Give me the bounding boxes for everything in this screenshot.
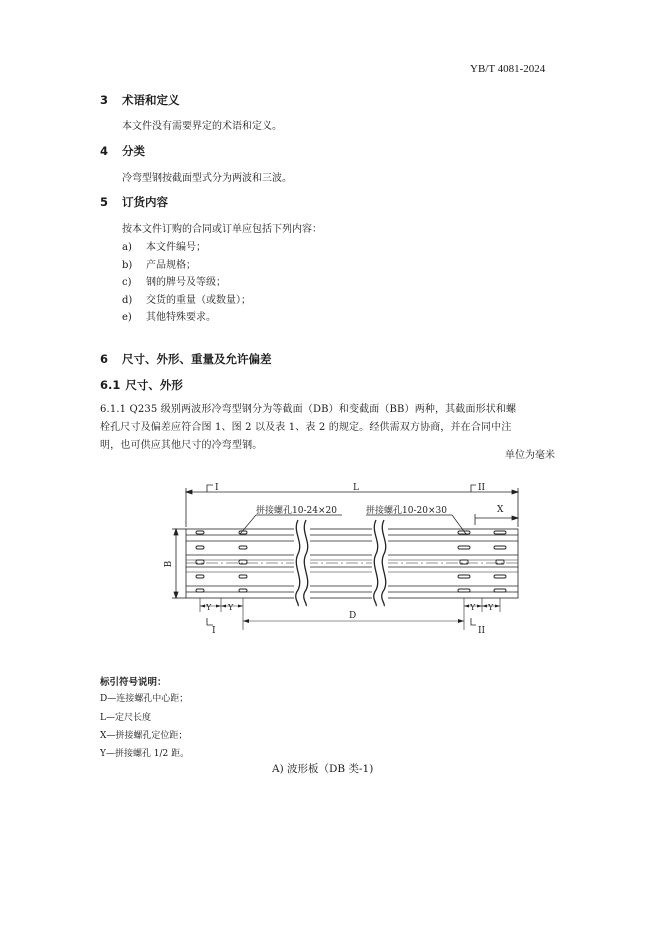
bolt-hole (458, 575, 470, 578)
bolt-hole (239, 560, 247, 564)
bolt-hole (460, 560, 468, 564)
legend-title: 标引符号说明： (100, 677, 167, 688)
section-6-number: 6 (100, 352, 109, 366)
list-item-text: 本文件编号； (146, 242, 206, 253)
bolt-holes-right (458, 531, 506, 592)
section-5-title: 订货内容 (122, 195, 168, 209)
legend-item: D—连接螺孔中心距； (100, 694, 189, 704)
clause-6-1-1-line-1: 6.1.1 Q235 级别两波形冷弯型钢分为等截面（DB）和变截面（BB）两种，其截面形状和螺 (100, 404, 517, 415)
bolt-hole (196, 575, 204, 578)
list-item-text: 其他特殊要求。 (146, 312, 216, 323)
dimension-y-label: Y (488, 603, 494, 612)
list-item-text: 交货的重量（或数量）； (146, 295, 251, 306)
legend-item: X—拼接螺孔定位距； (100, 731, 188, 741)
list-item-label: d) (122, 295, 133, 306)
section-mark-ii-top (471, 483, 486, 493)
section-5-number: 5 (100, 195, 109, 209)
dimension-l-label: L (353, 483, 359, 493)
bolt-hole (196, 589, 204, 592)
list-item-text: 产品规格； (146, 260, 196, 271)
section-4-number: 4 (100, 144, 109, 158)
bolt-hole (458, 546, 470, 549)
unit-note: 单位为毫米 (505, 450, 555, 461)
bolt-hole (196, 560, 204, 564)
bolt-holes-left (196, 531, 247, 592)
splice-hole-right-label: 拼接螺孔10-20×30 (366, 506, 447, 516)
clause-6-1-1-line-3: 明，也可供应其他尺寸的冷弯型钢。 (100, 440, 263, 451)
section-i-top-label: I (215, 483, 219, 493)
subsection-6-1-title: 尺寸、外形 (125, 378, 183, 392)
subsection-6-1-number: 6.1 (100, 378, 121, 392)
bolt-hole (196, 546, 204, 549)
section-3-body: 本文件没有需要界定的术语和定义。 (122, 121, 282, 132)
dimension-y-label: Y (206, 603, 212, 612)
clause-6-1-1-line-2: 栓孔尺寸及偏差应符合图 1、图 2 以及表 1、表 2 的规定。经供需双方协商，并在合同中注 (100, 422, 512, 433)
dimension-y-left (200, 598, 243, 630)
document-id: YB/T 4081-2024 (470, 63, 546, 75)
list-item-label: e) (122, 312, 132, 323)
section-mark-ii-bottom (471, 618, 486, 636)
bolt-hole (494, 575, 506, 578)
section-4-body: 冷弯型钢按截面型式分为两波和三波。 (122, 173, 292, 184)
bolt-hole (496, 560, 504, 564)
dimension-b-label: B (164, 560, 174, 568)
section-3-title: 术语和定义 (122, 93, 180, 107)
bolt-hole (494, 531, 506, 534)
dimension-d-label: D (349, 611, 357, 621)
bolt-hole (239, 546, 247, 549)
dimension-y-label: Y (470, 603, 476, 612)
section-ii-top-label: II (478, 483, 486, 493)
dimension-d (243, 611, 464, 623)
bolt-hole (458, 589, 470, 592)
bolt-hole (494, 546, 506, 549)
section-ii-bottom-label: II (478, 626, 486, 636)
list-item-label: a) (122, 242, 132, 253)
section-mark-i-top (207, 483, 219, 493)
section-5-intro: 按本文件订购的合同或订单应包括下列内容： (122, 224, 322, 235)
dimension-b (164, 529, 186, 598)
section-i-bottom-label: I (212, 626, 216, 636)
legend-item: Y—拼接螺孔 1/2 距。 (100, 749, 190, 759)
bolt-hole (239, 575, 247, 578)
dimension-y-label: Y (228, 603, 234, 612)
figure-caption: A) 波形板（DB 类-1) (272, 763, 374, 775)
section-6-title: 尺寸、外形、重量及允许偏差 (122, 352, 272, 366)
bolt-hole (239, 589, 247, 592)
dimension-x (475, 505, 518, 525)
legend-item: L—定尺长度 (100, 713, 151, 723)
dimension-l (186, 483, 518, 494)
bolt-hole (196, 531, 204, 534)
list-item-label: b) (122, 260, 133, 271)
bolt-hole (494, 589, 506, 592)
section-4-title: 分类 (122, 144, 145, 158)
splice-hole-callout-left (240, 504, 342, 534)
section-3-number: 3 (100, 93, 109, 107)
list-item-label: c) (122, 277, 132, 288)
section-mark-i-bottom (207, 618, 216, 636)
dimension-x-label: X (497, 505, 504, 515)
list-item-text: 钢的牌号及等级； (146, 277, 226, 288)
splice-hole-left-label: 拼接螺孔10-24×20 (256, 506, 337, 516)
